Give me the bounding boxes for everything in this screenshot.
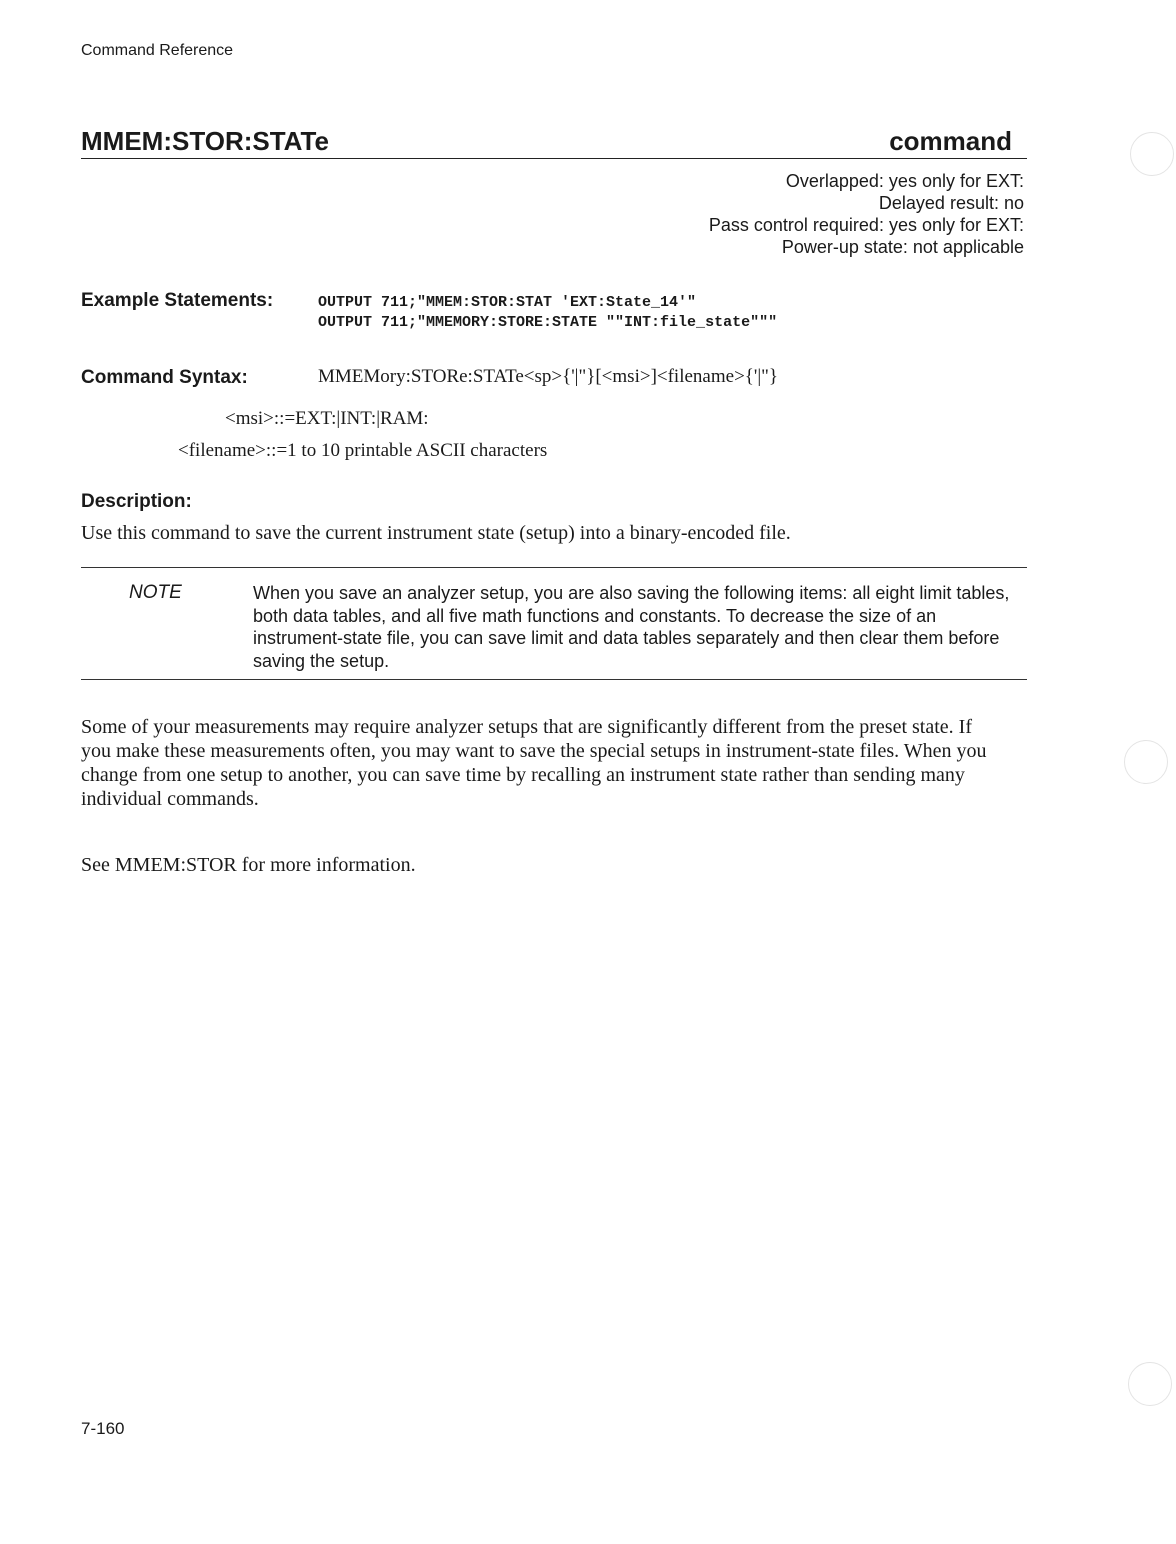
syntax-msi: <msi>::=EXT:|INT:|RAM: [225,408,429,429]
command-attributes [709,170,1024,258]
description-text: Use this command to save the current instrument state (setup) into a binary-encoded file. [81,522,791,544]
note-text: When you save an analyzer setup, you are also saving the following items: all eight limit tables, both data tables, and all five math functions and constants. To decrease the size of an instrument-state file, you can save limit and data tables separately and then clear them before saving the setup. [253,583,1010,671]
attribute-pass-control: Pass control required: yes only for EXT: [708,215,1024,235]
syntax-label: Command Syntax: [81,367,248,388]
note-bottom-rule [81,679,1027,680]
page-number: 7-160 [81,1419,125,1438]
title-divider [81,158,1027,159]
description-label: Description: [81,491,192,512]
syntax-filename: <filename>::=1 to 10 printable ASCII characters [178,440,548,461]
attribute-overlapped: Overlapped: yes only for EXT: [785,171,1024,191]
attribute-delayed-result: Delayed result: no [878,193,1024,213]
note-label: NOTE [129,582,182,603]
punch-hole [1124,740,1168,784]
punch-hole [1128,1362,1172,1406]
example-line: OUTPUT 711;"MMEM:STOR:STAT 'EXT:State_14'" [318,294,697,311]
example-line: OUTPUT 711;"MMEMORY:STORE:STATE ""INT:file_state""" [318,314,778,331]
attribute-power-up-state: Power-up state: not applicable [781,237,1024,257]
syntax-line: MMEMory:STORe:STATe<sp>{'|"}[<msi>]<filename>{'|"} [318,366,779,387]
note-top-rule [81,567,1027,568]
see-also: See MMEM:STOR for more information. [81,854,416,876]
title-type: command [889,126,1012,156]
page-title: MMEM:STOR:STATe [81,126,329,156]
running-header: Command Reference [81,42,234,59]
example-label: Example Statements: [81,290,274,311]
punch-hole [1130,132,1174,176]
body-paragraph: Some of your measurements may require analyzer setups that are significantly different from the preset state. If you make these measurements often, you may want to save the special setups in instrument-state files. When you change from one setup to another, you can save time by recalling an instrument state rather than sending many individual commands. [81,716,987,810]
